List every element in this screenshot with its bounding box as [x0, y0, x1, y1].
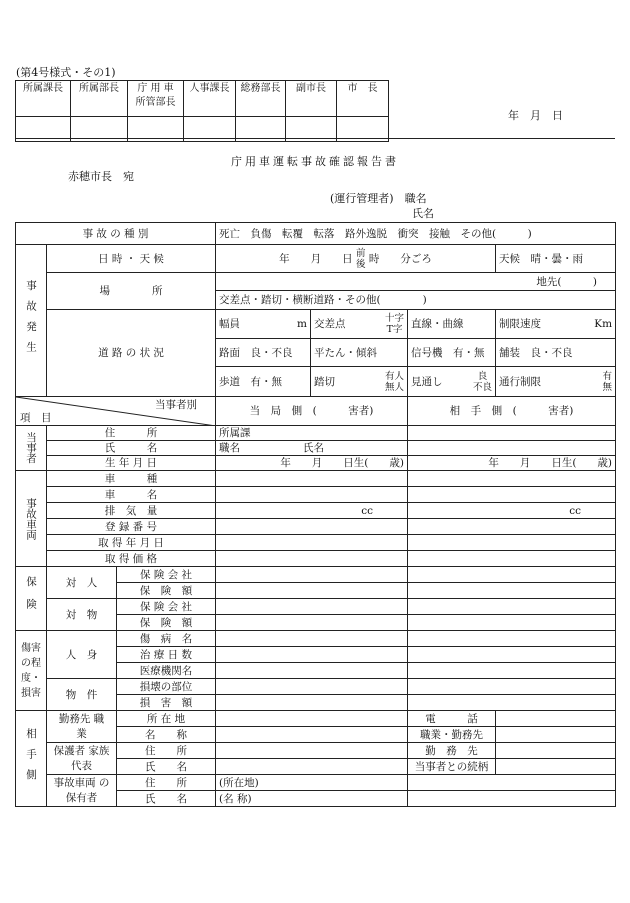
workplace-address-field[interactable]	[216, 711, 408, 727]
unmanned-label: 無人	[385, 381, 405, 393]
restriction-yes: 有	[602, 370, 613, 382]
workplace-name-label: 名 称	[117, 727, 216, 743]
owner-address-extra[interactable]	[408, 775, 616, 791]
restriction-no: 無	[602, 381, 613, 393]
am-label: 前	[356, 247, 366, 259]
damage-goods-label: 物 件	[47, 679, 117, 711]
owner-address-field[interactable]: (所在地)	[216, 775, 408, 791]
injury-name-ours[interactable]	[216, 631, 408, 647]
registration-theirs[interactable]	[408, 519, 616, 535]
injury-name-label: 傷 病 名	[117, 631, 216, 647]
damaged-part-ours[interactable]	[216, 679, 408, 695]
cross-label: 十字	[385, 313, 405, 324]
acquisition-price-label: 取 得 価 格	[47, 551, 216, 567]
vehicle-type-ours[interactable]	[216, 471, 408, 487]
acquisition-date-theirs[interactable]	[408, 535, 616, 551]
insurance-person-label: 対 人	[47, 567, 117, 599]
acquisition-date-ours[interactable]	[216, 535, 408, 551]
vehicle-name-ours[interactable]	[216, 487, 408, 503]
party-birthdate-theirs[interactable]: 年 月 日生( 歳)	[408, 456, 616, 471]
displacement-label: 排 気 量	[47, 503, 216, 519]
job-workplace-field[interactable]	[496, 727, 616, 743]
visibility-poor: 不良	[473, 381, 493, 393]
relation-field[interactable]	[496, 759, 616, 775]
form-number: (第4号様式・その1)	[16, 66, 116, 79]
weather-field[interactable]: 天候 晴・曇・雨	[496, 245, 616, 273]
guardian-address-field[interactable]	[216, 743, 408, 759]
party-name-ours[interactable]: 職名 氏名	[216, 441, 408, 456]
approval-stamp-table	[15, 80, 389, 142]
damage-amount-theirs[interactable]	[408, 695, 616, 711]
treatment-days-theirs[interactable]	[408, 647, 616, 663]
place-destination[interactable]: 地先( )	[216, 273, 616, 291]
guardian-address-label: 住 所	[117, 743, 216, 759]
workplace-label: 勤務先 職 業	[47, 711, 117, 743]
medical-institution-theirs[interactable]	[408, 663, 616, 679]
stamp-label-vehicle-director: 庁 用 車 所管部長	[128, 81, 184, 117]
insurance-group-label: 保険	[16, 567, 47, 631]
road-slope[interactable]: 平たん・傾斜	[311, 339, 408, 367]
damage-amount-ours[interactable]	[216, 695, 408, 711]
occurrence-group-label: 事故発生	[16, 245, 47, 397]
damage-body-label: 人 身	[47, 631, 117, 679]
owner-address-label: 住 所	[117, 775, 216, 791]
stamp-label-mayor: 市 長	[337, 81, 389, 117]
by-party-label: 当事者別	[155, 399, 198, 411]
damaged-part-label: 損壊の部位	[117, 679, 216, 695]
owner-name-extra[interactable]	[408, 791, 616, 807]
work-field[interactable]	[496, 743, 616, 759]
place-label: 場 所	[47, 273, 216, 310]
insurance-property-amount-theirs[interactable]	[408, 615, 616, 631]
pavement[interactable]: 舗装 良・不良	[496, 339, 616, 367]
stamp-label-section-chief: 所属課長	[16, 81, 71, 117]
accident-type-label: 事 故 の 種 別	[16, 223, 216, 245]
t-junction-label: T字	[386, 324, 403, 335]
road-surface[interactable]: 路面 良・不良	[216, 339, 311, 367]
injury-name-theirs[interactable]	[408, 631, 616, 647]
visibility-good: 良	[477, 370, 488, 382]
road-width[interactable]	[216, 310, 311, 339]
guardian-name-field[interactable]	[216, 759, 408, 775]
speed-limit[interactable]	[496, 310, 616, 339]
displacement-ours[interactable]: cc	[216, 503, 408, 519]
work-label: 勤 務 先	[408, 743, 496, 759]
insurance-property-amount-label: 保 険 額	[117, 615, 216, 631]
report-date[interactable]: 年 月 日	[508, 109, 563, 122]
guardian-label: 保護者 家族代表	[47, 743, 117, 775]
form-title: 庁用車運転事故確認報告書	[231, 155, 399, 168]
insurance-person-company-ours[interactable]	[216, 567, 408, 583]
party-address-label: 住 所	[47, 426, 216, 441]
insurance-person-amount-label: 保 険 額	[117, 583, 216, 599]
other-side-header: 相 手 側 ( 害者)	[408, 397, 616, 426]
insurance-property-label: 対 物	[47, 599, 117, 631]
date-value: 年 月 日	[279, 252, 353, 265]
stamp-label-general-affairs: 総務部長	[236, 81, 286, 117]
divider	[15, 138, 615, 139]
owner-name-field[interactable]: (名 称)	[216, 791, 408, 807]
medical-institution-ours[interactable]	[216, 663, 408, 679]
acquisition-date-label: 取 得 年 月 日	[47, 535, 216, 551]
job-workplace-label: 職業・勤務先	[408, 727, 496, 743]
treatment-days-ours[interactable]	[216, 647, 408, 663]
treatment-days-label: 治 療 日 数	[117, 647, 216, 663]
party-item-header	[16, 397, 216, 426]
damage-group-label: 傷害の程度・損害	[16, 631, 47, 711]
visibility[interactable]	[408, 367, 496, 397]
visibility-label: 見通し	[411, 375, 443, 388]
insurance-person-company-label: 保 険 会 社	[117, 567, 216, 583]
owner-name-label: 氏 名	[117, 791, 216, 807]
insurance-property-amount-ours[interactable]	[216, 615, 408, 631]
vehicle-type-theirs[interactable]	[408, 471, 616, 487]
road-width-label: 幅員	[219, 318, 241, 330]
party-birthdate-label: 生 年 月 日	[47, 456, 216, 471]
traffic-restriction-label: 通行制限	[499, 375, 542, 388]
datetime-label: 日 時 ・ 天 候	[47, 245, 216, 273]
medical-institution-label: 医療機関名	[117, 663, 216, 679]
road-condition-label: 道 路 の 状 況	[47, 310, 216, 397]
place-options[interactable]: 交差点・踏切・横断道路・その他( )	[216, 291, 616, 310]
vehicle-owner-label: 事故車両 の保有者	[47, 775, 117, 807]
addressee: 赤穂市長 宛	[68, 170, 134, 183]
accident-type-options[interactable]: 死亡 負傷 転覆 転落 路外逸脱 衝突 接触 その他( )	[216, 223, 616, 245]
acquisition-price-ours[interactable]	[216, 551, 408, 567]
party-name-theirs[interactable]	[408, 441, 616, 456]
intersection-label: 交差点	[314, 318, 346, 330]
insurance-property-company-theirs[interactable]	[408, 599, 616, 615]
our-side-header: 当 局 側 ( 害者)	[216, 397, 408, 426]
speed-limit-label: 制限速度	[499, 318, 542, 330]
traffic-restriction[interactable]	[496, 367, 616, 397]
registration-label: 登 録 番 号	[47, 519, 216, 535]
phone-label: 電 話	[408, 711, 496, 727]
insurance-property-company-ours[interactable]	[216, 599, 408, 615]
road-shape[interactable]: 直線・曲線	[408, 310, 496, 339]
manned-label: 有人	[385, 370, 405, 382]
party-address-ours[interactable]: 所属課	[216, 426, 408, 441]
party-group-label: 当事者	[16, 426, 47, 471]
insurance-person-company-theirs[interactable]	[408, 567, 616, 583]
crossing-label: 踏切	[314, 375, 336, 388]
pm-label: 後	[356, 258, 366, 270]
time-value: 時 分ごろ	[368, 252, 432, 265]
road-width-unit: m	[297, 318, 308, 330]
vehicle-type-label: 車 種	[47, 471, 216, 487]
party-name-label: 氏 名	[47, 441, 216, 456]
manager-title-label: (運行管理者) 職名	[330, 192, 427, 205]
railroad-crossing[interactable]	[311, 367, 408, 397]
phone-field[interactable]	[496, 711, 616, 727]
party-address-theirs[interactable]	[408, 426, 616, 441]
insurance-person-amount-theirs[interactable]	[408, 583, 616, 599]
datetime-value[interactable]	[216, 245, 496, 273]
damage-amount-label: 損 害 額	[117, 695, 216, 711]
stamp-label-deputy-mayor: 副市長	[286, 81, 337, 117]
insurance-person-amount-ours[interactable]	[216, 583, 408, 599]
sidewalk[interactable]: 歩道 有・無	[216, 367, 311, 397]
speed-unit: Km	[594, 318, 613, 330]
registration-ours[interactable]	[216, 519, 408, 535]
workplace-address-label: 所 在 地	[117, 711, 216, 727]
displacement-theirs[interactable]: cc	[408, 503, 616, 519]
vehicle-name-label: 車 名	[47, 487, 216, 503]
acquisition-price-theirs[interactable]	[408, 551, 616, 567]
vehicle-name-theirs[interactable]	[408, 487, 616, 503]
guardian-name-label: 氏 名	[117, 759, 216, 775]
workplace-name-field[interactable]	[216, 727, 408, 743]
stamp-label-section-director: 所属部長	[71, 81, 128, 117]
intersection-type[interactable]	[311, 310, 408, 339]
item-label: 項 目	[20, 412, 52, 424]
party-birthdate-ours[interactable]: 年 月 日生( 歳)	[216, 456, 408, 471]
damaged-part-theirs[interactable]	[408, 679, 616, 695]
accident-report-table	[15, 222, 616, 807]
traffic-signal[interactable]: 信号機 有・無	[408, 339, 496, 367]
stamp-label-hr-chief: 人事課長	[184, 81, 236, 117]
vehicle-group-label: 事故車両	[16, 471, 47, 567]
counterpart-group-label: 相手側	[16, 711, 47, 807]
insurance-property-company-label: 保 険 会 社	[117, 599, 216, 615]
relation-label: 当事者との続柄	[408, 759, 496, 775]
manager-name-label: 氏名	[412, 207, 434, 220]
